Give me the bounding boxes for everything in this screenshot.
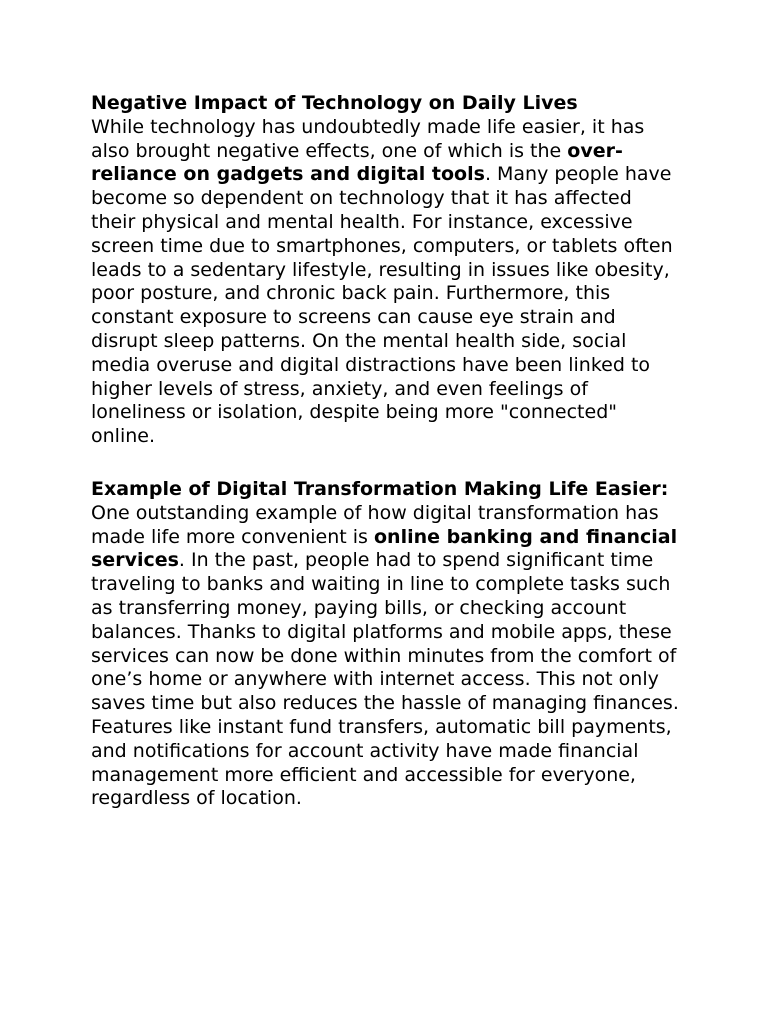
paragraph-text-end: . In the past, people had to spend significant time traveling to banks and waiting in line to complete tasks such as transferring money, paying bills, or checking account balances. Thanks to digital platforms and mobile apps, these services can now be done within minutes from the comfort of one’s home or anywhere with internet access. This not only saves time but also reduces the hassle of managing finances. Features like instant fund transfers, automatic bill payments, and notifications for account activity have made financial management more efficient and accessible for everyone, regardless of location.: [91, 549, 679, 810]
section-heading: Negative Impact of Technology on Daily Lives: [91, 92, 578, 114]
section-heading: Example of Digital Transformation Making Life Easier:: [91, 477, 669, 500]
document-page: [91, 92, 681, 811]
section-paragraph: [91, 502, 681, 811]
section-negative-impact: [91, 92, 681, 449]
section-digital-transformation: [91, 478, 681, 811]
paragraph-bold-phrase: online banking and financial services: [91, 525, 678, 572]
paragraph-text-start: One outstanding example of how digital transformation has made life more convenient is: [91, 501, 659, 548]
paragraph-text-start: While technology has undoubtedly made life easier, it has also brought negative effects, one of which is the: [91, 115, 645, 162]
section-paragraph: [91, 116, 681, 449]
paragraph-bold-phrase: over-reliance on gadgets and digital tools: [91, 139, 623, 186]
paragraph-text-end: . Many people have become so dependent on technology that it has affected their physical and mental health. For instance, excessive screen time due to smartphones, computers, or tablets often leads to a sedentary lifestyle, resulting in issues like obesity, poor posture, and chronic back pain. Furthermore, this constant exposure to screens can cause eye strain and disrupt sleep patterns. On the mental health side, social media overuse and digital distractions have been linked to higher levels of stress, anxiety, and even feelings of loneliness or isolation, despite being more "connected" online.: [91, 163, 673, 448]
